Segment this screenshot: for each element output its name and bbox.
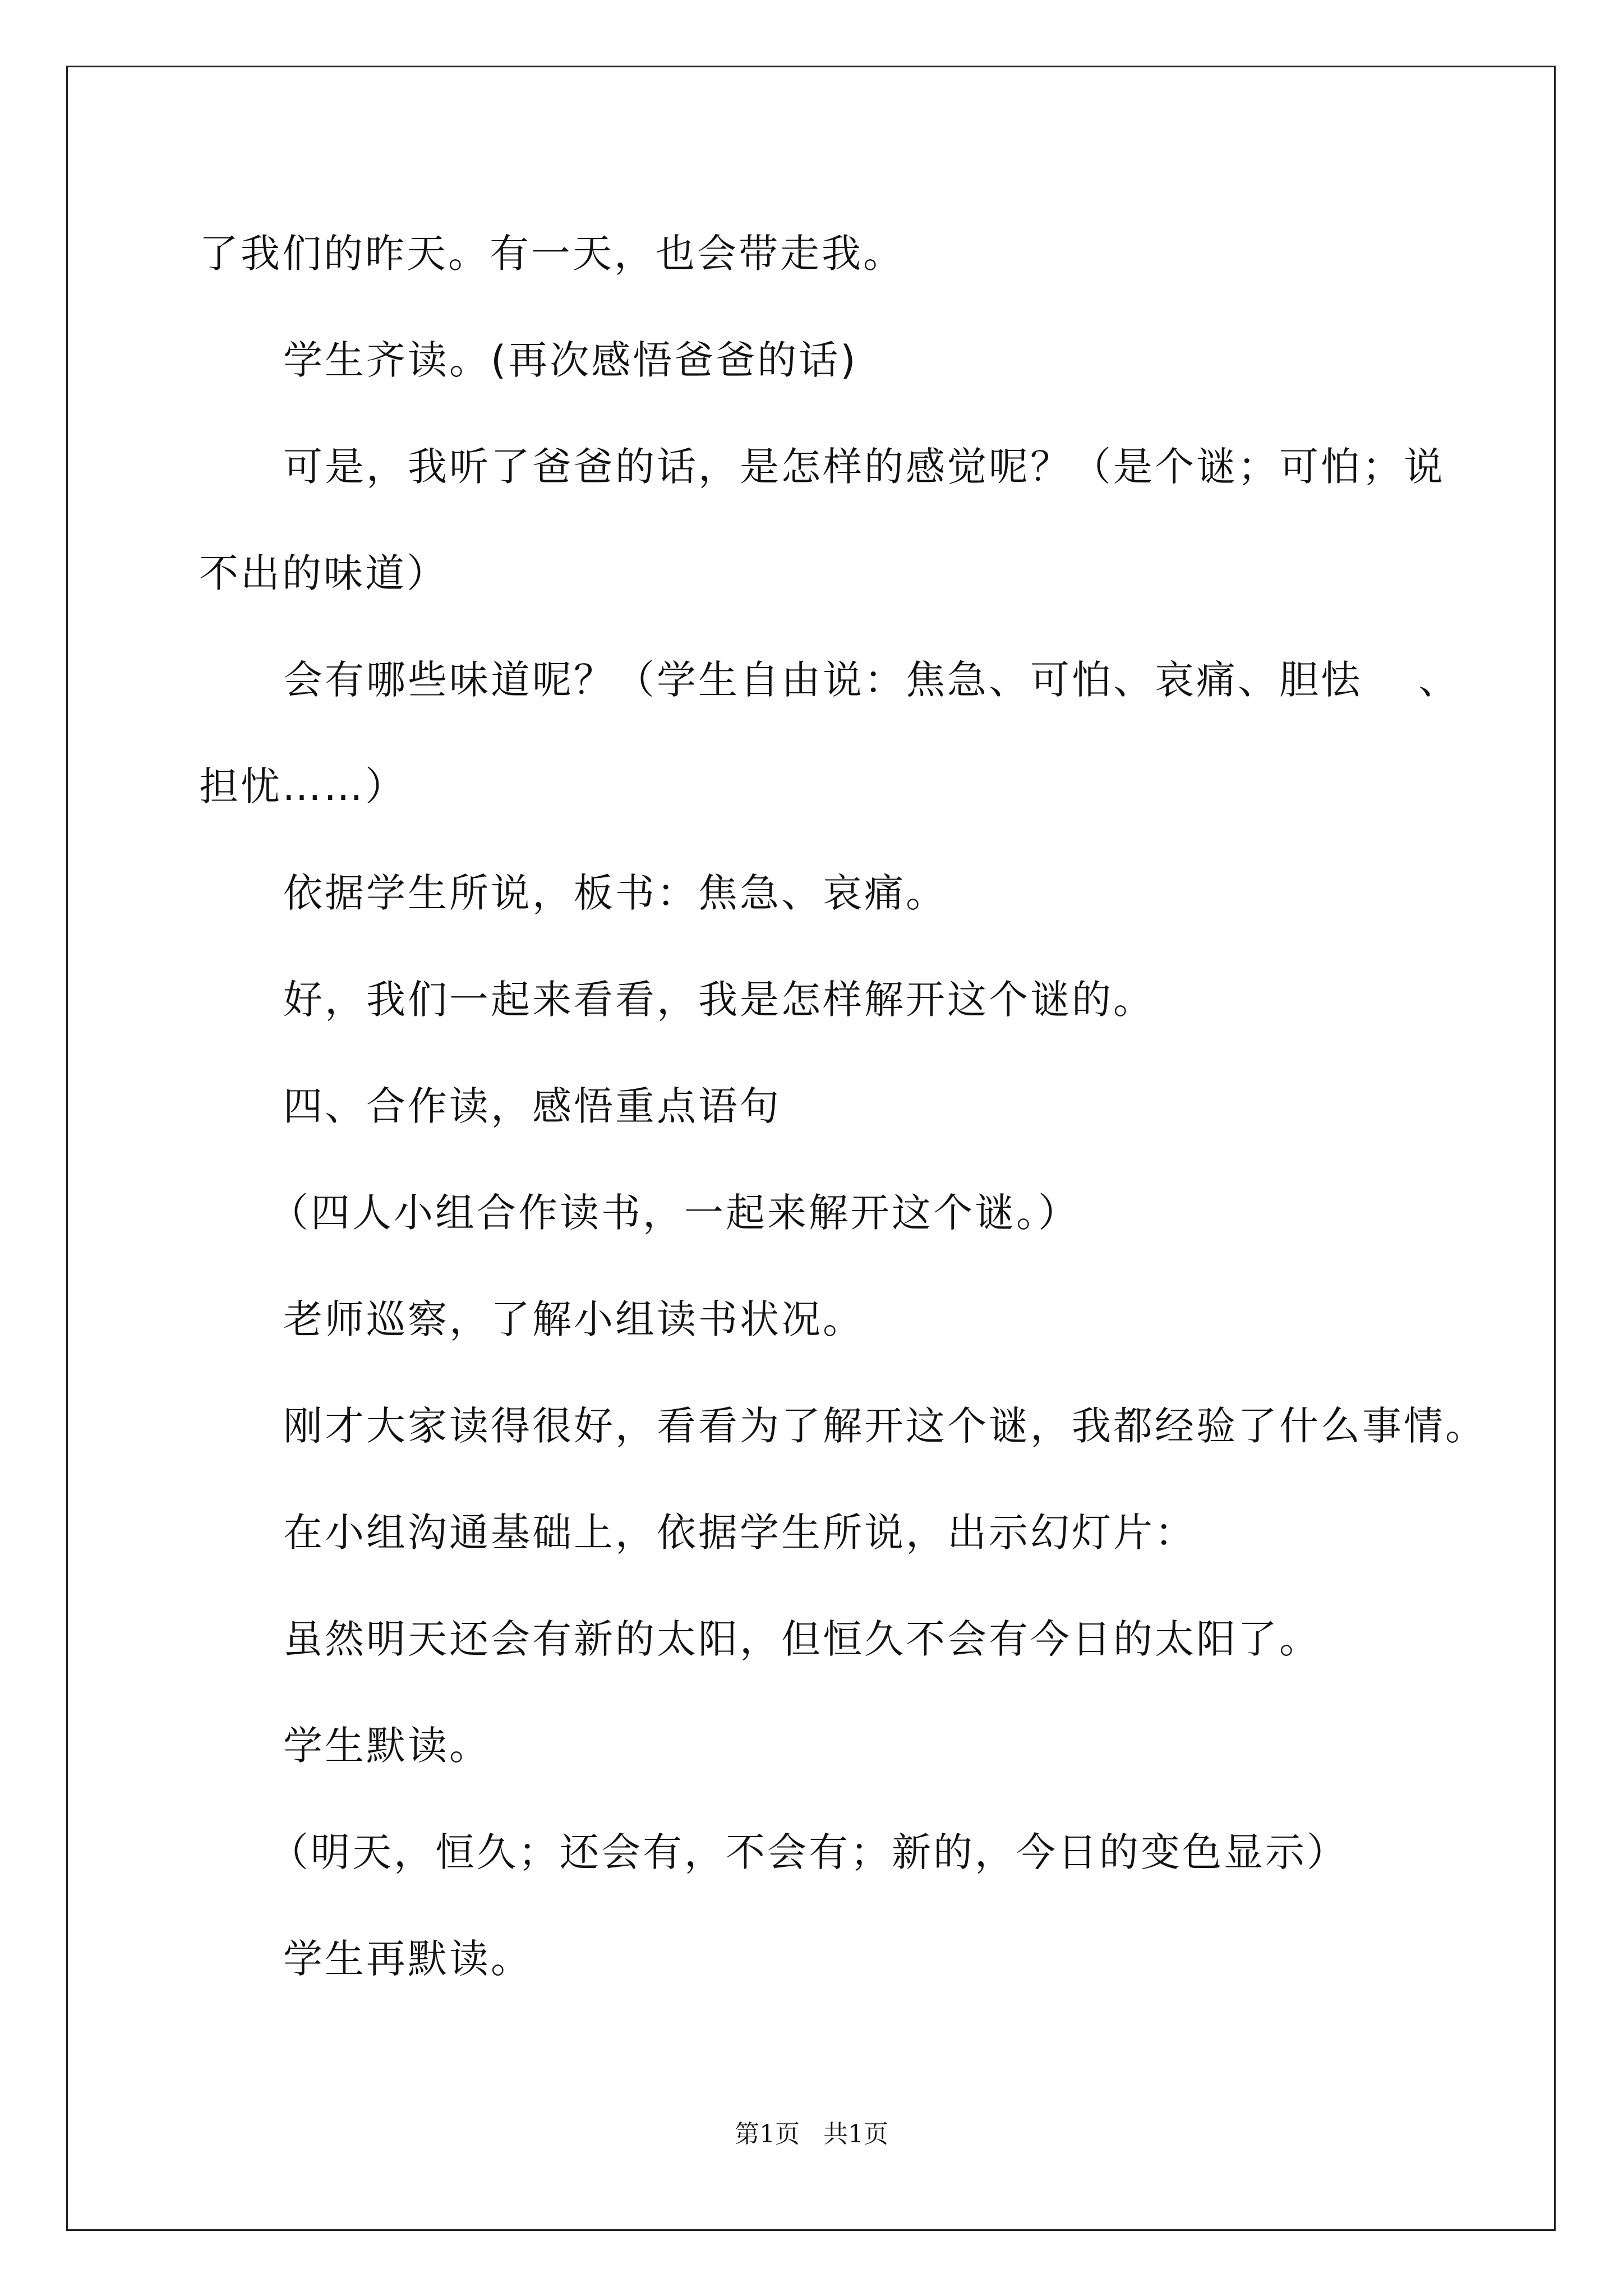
text-line-15: 学生默读。 [283,1723,491,1769]
text-line-3: 可是，我听了爸爸的话，是怎样的感觉呢？（是个谜；可怕；说 [283,444,1445,490]
text-line-12: 刚才大家读得很好，看看为了解开这个谜，我都经验了什么事情。 [283,1403,1487,1449]
text-line-10: （四人小组合作读书，一起来解开这个谜。） [269,1190,1080,1236]
page-border [66,66,1556,2231]
text-line-16: （明天，恒久；还会有，不会有；新的，今日的变色显示） [269,1829,1348,1875]
text-line-5: 会有哪些味道呢？（学生自由说：焦急、可怕、哀痛、胆怯 、 [283,657,1460,703]
text-line-7: 依据学生所说，板书：焦急、哀痛。 [283,870,947,916]
page-number-footer: 第1页 共1页 [735,2120,888,2148]
text-line-8: 好，我们一起来看看，我是怎样解开这个谜的。 [283,977,1155,1023]
section-heading: 四、合作读，感悟重点语句 [283,1083,781,1129]
text-line-1: 了我们的昨天。有一天，也会带走我。 [199,231,905,277]
text-line-11: 老师巡察，了解小组读书状况。 [283,1296,864,1342]
text-line-17: 学生再默读。 [283,1936,532,1982]
text-line-14: 虽然明天还会有新的太阳，但恒久不会有今日的太阳了。 [283,1616,1321,1662]
text-line-4: 不出的味道） [199,550,448,596]
text-line-6: 担忧……） [199,763,407,809]
text-line-13: 在小组沟通基础上，依据学生所说，出示幻灯片： [283,1510,1196,1556]
text-line-2: 学生齐读。(再次感悟爸爸的话) [283,337,858,383]
